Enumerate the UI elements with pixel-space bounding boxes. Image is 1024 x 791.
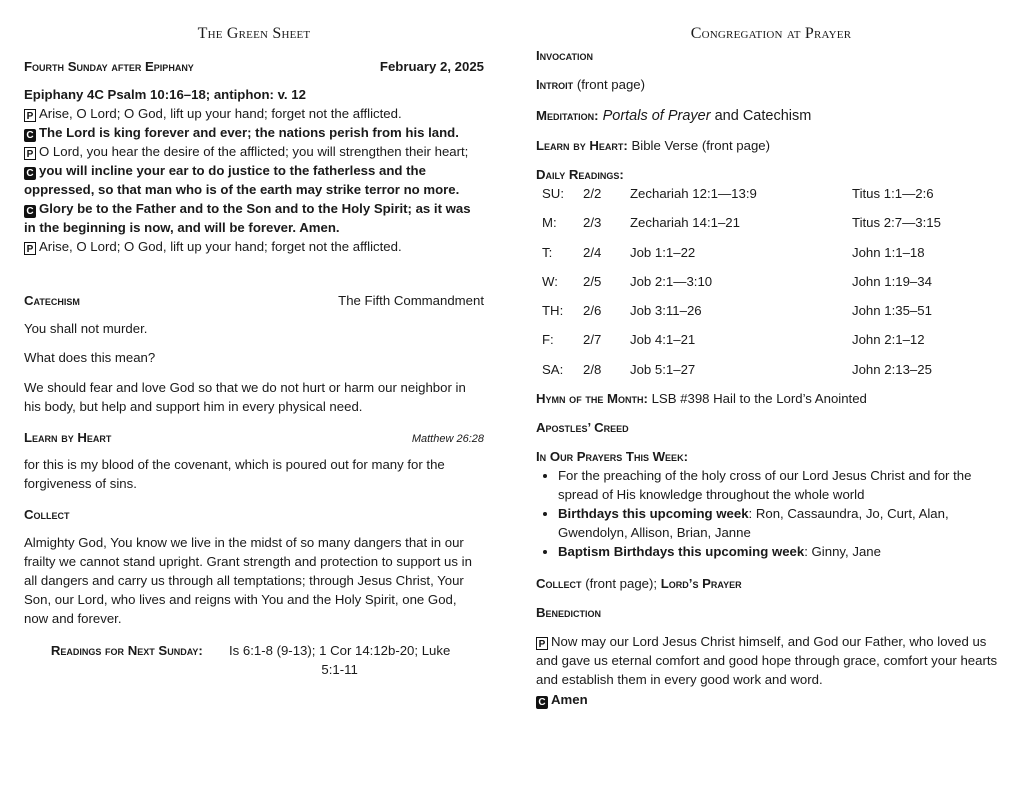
collect-label: Collect xyxy=(24,507,70,522)
psalm-line-text: O Lord, you hear the desire of the afflicted; you will strengthen their heart; xyxy=(39,144,469,159)
sunday-header xyxy=(24,57,484,76)
reading-date: 2/4 xyxy=(583,244,602,260)
catechism-topic: The Fifth Commandment xyxy=(338,293,484,308)
catechism-answer: We should fear and love God so that we do not hurt or harm our neighbor in his body, but help and support him in every physical need. xyxy=(24,380,466,414)
prayers-list-wrap xyxy=(536,466,982,561)
congregation-marker-icon: C xyxy=(24,129,36,142)
reading-date: 2/5 xyxy=(583,273,602,289)
catechism-commandment: You shall not murder. xyxy=(24,321,148,336)
introit-note: (front page) xyxy=(576,77,646,92)
right-learn-label: Learn by Heart: xyxy=(536,138,628,153)
left-page-title: The Green Sheet xyxy=(197,25,311,42)
reading-day: SA: xyxy=(542,361,564,377)
benediction-text-block xyxy=(536,632,1006,689)
psalm-lines xyxy=(24,104,484,256)
prayers-list xyxy=(536,466,982,561)
baptism-birthdays-names: : Ginny, Jane xyxy=(804,544,881,559)
psalm-section xyxy=(24,85,484,256)
hymn-line xyxy=(536,389,867,408)
reading-nt: John 1:1–18 xyxy=(852,244,925,260)
next-sunday-text: Is 6:1-8 (9-13); 1 Cor 14:12b-20; Luke 5:1-11 xyxy=(228,643,451,677)
learn-by-heart-line xyxy=(536,136,770,155)
service-date: February 2, 2025 xyxy=(379,59,484,74)
learn-by-heart-label: Learn by Heart xyxy=(24,430,112,445)
pastor-marker-icon: P xyxy=(24,109,36,122)
psalm-line xyxy=(24,123,484,142)
congregation-marker-icon: C xyxy=(536,696,548,709)
reading-day: SU: xyxy=(542,186,564,201)
daily-readings-label: Daily Readings: xyxy=(536,167,624,182)
reading-day: W: xyxy=(542,273,558,289)
right-page-title: Congregation at Prayer xyxy=(690,25,852,42)
pastor-marker-icon: P xyxy=(24,147,36,160)
reading-date: 2/8 xyxy=(583,361,602,377)
reading-date: 2/3 xyxy=(583,215,602,231)
reading-date: 2/7 xyxy=(583,332,602,348)
pastor-marker-icon: P xyxy=(536,637,548,650)
baptism-birthdays-label: Baptism Birthdays this upcoming week xyxy=(558,544,805,559)
reading-day: T: xyxy=(542,244,553,260)
psalm-line-text: Glory be to the Father and to the Son and to the Holy Spirit; as it was in the beginning is now, and will be forever. Amen. xyxy=(24,201,471,235)
psalm-line xyxy=(24,161,484,199)
psalm-line-text: Arise, O Lord; O God, lift up your hand; forget not the afflicted. xyxy=(39,106,402,121)
right-learn-text: Bible Verse (front page) xyxy=(631,138,771,153)
reading-nt: John 2:13–25 xyxy=(852,361,932,377)
lords-prayer-label: Lord’s Prayer xyxy=(660,576,742,591)
birthdays-names: : Ron, Cassaundra, Jo, Curt, Alan, Gwendolyn, Allison, Brian, Janne xyxy=(558,506,949,540)
hymn-label: Hymn of the Month: xyxy=(536,391,648,406)
prayer-item xyxy=(558,466,982,504)
reading-nt: Titus 2:7—3:15 xyxy=(852,215,941,231)
prayer-item-text: For the preaching of the holy cross of our Lord Jesus Christ and for the spread of His knowledge throughout the whole world xyxy=(558,468,972,502)
catechism-header xyxy=(24,291,484,310)
prayer-item xyxy=(558,504,982,542)
invocation-label: Invocation xyxy=(536,48,593,63)
reading-ot: Job 5:1–27 xyxy=(630,361,696,377)
introit-line xyxy=(536,75,645,94)
reading-nt: Titus 1:1—2:6 xyxy=(852,186,934,201)
meditation-title: Portals of Prayer xyxy=(602,108,711,124)
right-collect-label: Collect xyxy=(536,576,582,591)
hymn-text: LSB #398 Hail to the Lord’s Anointed xyxy=(651,391,867,406)
benediction-label: Benediction xyxy=(536,605,602,620)
psalm-title: Epiphany 4C Psalm 10:16–18; antiphon: v. 12 xyxy=(24,87,306,102)
birthdays-label: Birthdays this upcoming week xyxy=(558,506,749,521)
table-row xyxy=(542,213,1002,242)
psalm-line-text: The Lord is king forever and ever; the nations perish from his land. xyxy=(39,125,459,140)
creed-label: Apostles’ Creed xyxy=(536,420,629,435)
reading-nt: John 1:35–51 xyxy=(852,303,932,319)
right-collect-note: (front page); xyxy=(585,576,658,591)
next-sunday-label: Readings for Next Sunday xyxy=(50,643,199,658)
meditation-rest: and Catechism xyxy=(714,108,812,124)
learn-by-heart-header xyxy=(24,428,484,449)
benediction-text: Now may our Lord Jesus Christ himself, and God our Father, who loved us and gave us eternal comfort and good hope through grace, comfort your hearts and establish them in every good work and word. xyxy=(536,634,998,687)
next-sunday-readings: Readings for Next Sunday: Is 6:1-8 (9-13); 1 Cor 14:12b-20; Luke 5:1-11 xyxy=(24,641,484,679)
daily-readings-table xyxy=(542,184,1002,389)
amen-line xyxy=(536,690,588,709)
catechism-question: What does this mean? xyxy=(24,350,156,365)
collect-lords-prayer-line xyxy=(536,574,742,593)
congregation-marker-icon: C xyxy=(24,205,36,218)
reading-ot: Zechariah 12:1—13:9 xyxy=(630,186,757,201)
reading-day: M: xyxy=(542,215,557,231)
table-row xyxy=(542,184,1002,213)
reading-day: F: xyxy=(542,332,554,348)
table-row xyxy=(542,243,1002,272)
reading-ot: Job 3:11–26 xyxy=(630,303,702,319)
psalm-line xyxy=(24,199,484,237)
reading-ot: Zechariah 14:1–21 xyxy=(630,215,740,231)
learn-by-heart-text: for this is my blood of the covenant, which is poured out for many for the forgiveness of sins. xyxy=(24,457,445,491)
collect-text: Almighty God, You know we live in the midst of so many dangers that in our frailty we cannot stand upright. Grant strength and protection to support us in all dangers and carry us through all temptations; through Jesus Christ, Your Son, our Lord, who lives and reigns with You and the Holy Spirit, one God, now and forever. xyxy=(24,535,472,626)
psalm-line xyxy=(24,237,484,256)
prayers-label: In Our Prayers This Week: xyxy=(536,449,688,464)
daily-readings-table-wrap xyxy=(536,184,1002,389)
table-row xyxy=(542,272,1002,301)
psalm-line-text: Arise, O Lord; O God, lift up your hand; forget not the afflicted. xyxy=(39,239,402,254)
introit-label: Introit xyxy=(536,77,574,92)
reading-ot: Job 1:1–22 xyxy=(630,244,696,260)
catechism-label: Catechism xyxy=(24,293,80,308)
table-row xyxy=(542,360,1002,389)
reading-ot: Job 2:1—3:10 xyxy=(630,273,713,289)
reading-ot: Job 4:1–21 xyxy=(630,332,696,348)
reading-day: TH: xyxy=(542,303,564,319)
meditation-label: Meditation: xyxy=(536,108,599,123)
table-row xyxy=(542,301,1002,330)
psalm-line xyxy=(24,104,484,123)
meditation-line xyxy=(536,106,811,126)
congregation-marker-icon: C xyxy=(24,167,36,180)
reading-nt: John 2:1–12 xyxy=(852,332,925,348)
learn-by-heart-reference: Matthew 26:28 xyxy=(411,433,484,445)
reading-date: 2/2 xyxy=(583,186,602,201)
table-row xyxy=(542,330,1002,359)
psalm-line-text: you will incline your ear to do justice to the fatherless and the oppressed, so that man who is of the earth may strike terror no more. xyxy=(24,163,460,197)
prayer-item xyxy=(558,542,982,561)
sunday-name: Fourth Sunday after Epiphany xyxy=(24,59,194,74)
pastor-marker-icon: P xyxy=(24,242,36,255)
psalm-line xyxy=(24,142,484,161)
amen-text: Amen xyxy=(551,692,588,707)
reading-date: 2/6 xyxy=(583,303,602,319)
reading-nt: John 1:19–34 xyxy=(852,273,932,289)
